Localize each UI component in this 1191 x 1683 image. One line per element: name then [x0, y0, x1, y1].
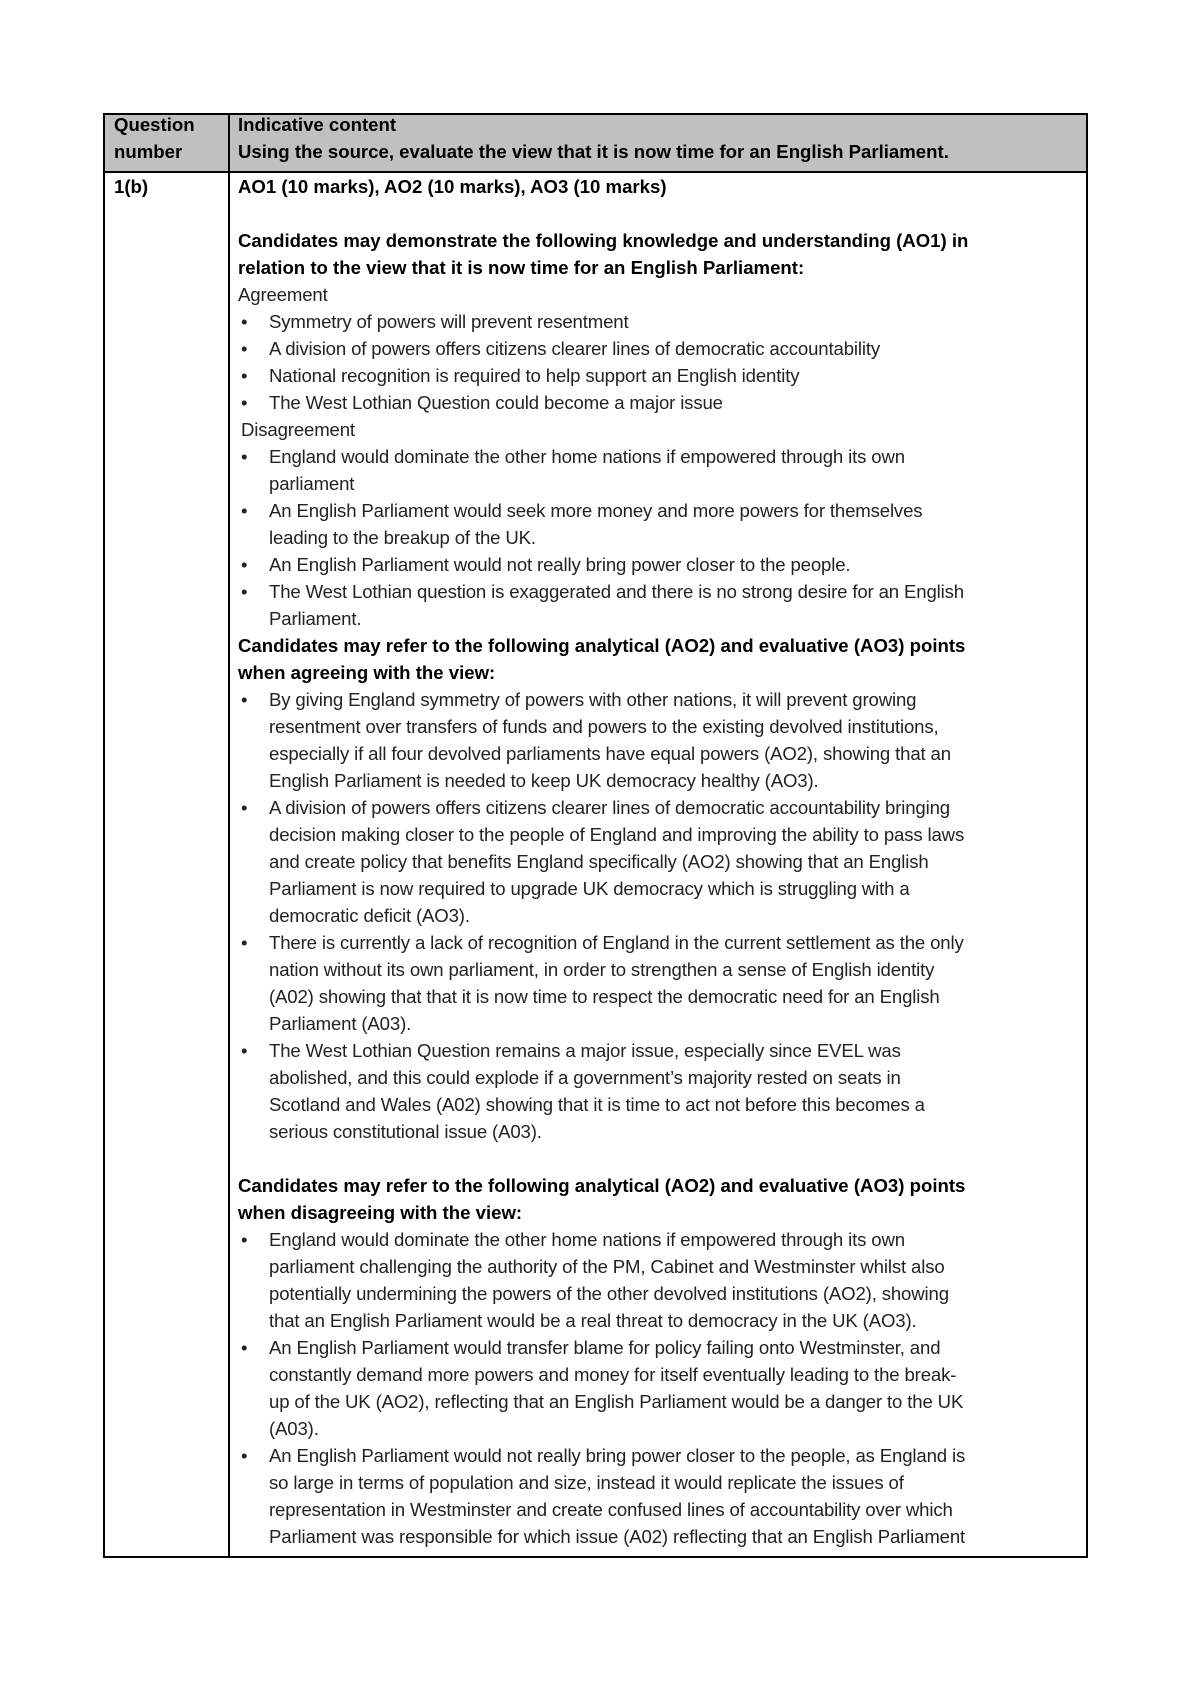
bullet-icon: • [241, 1337, 248, 1358]
bullet-text: There is currently a lack of recognition of England in the current settlement as the only [269, 932, 964, 953]
bullet-continuation-line [238, 1091, 968, 1118]
bullet-continuation-line [238, 1415, 968, 1442]
bullet-text: (A02) showing that that it is now time to respect the democratic need for an English [269, 986, 940, 1007]
bullet-line [238, 497, 968, 524]
bullet-continuation-line [238, 1118, 968, 1145]
disagree-heading-line2: when disagreeing with the view: [238, 1202, 523, 1223]
bullet-icon: • [241, 338, 248, 359]
bullet-continuation-line [238, 1010, 968, 1037]
bullet-text: England would dominate the other home nations if empowered through its own [269, 1229, 905, 1250]
list-item [238, 1442, 968, 1550]
bullet-text: constantly demand more powers and money for itself eventually leading to the break- [269, 1364, 957, 1385]
bullet-line [238, 1442, 968, 1469]
bullet-text: abolished, and this could explode if a government’s majority rested on seats in [269, 1067, 901, 1088]
list-item [238, 794, 968, 929]
bullet-text: nation without its own parliament, in order to strengthen a sense of English identity [269, 959, 935, 980]
bullet-text: The West Lothian question is exaggerated and there is no strong desire for an English [269, 581, 964, 602]
header-indicative-content [238, 111, 949, 165]
bullet-continuation-line [238, 1469, 968, 1496]
list-item [238, 362, 968, 389]
column-divider [228, 115, 230, 1556]
bullet-text: representation in Westminster and create confused lines of accountability over which [269, 1499, 953, 1520]
ao1-heading-line1: Candidates may demonstrate the following knowledge and understanding (AO1) in [238, 230, 969, 251]
header-question-number [114, 109, 195, 165]
bullet-line [238, 578, 968, 605]
disagree-heading-line1: Candidates may refer to the following analytical (AO2) and evaluative (AO3) points [238, 1175, 966, 1196]
bullet-text: English Parliament is needed to keep UK democracy healthy (AO3). [269, 770, 819, 791]
bullet-text: (A03). [269, 1418, 319, 1439]
bullet-text: Symmetry of powers will prevent resentment [269, 311, 629, 332]
header-col2-title: Indicative content [238, 114, 397, 135]
bullet-text: serious constitutional issue (A03). [269, 1121, 542, 1142]
bullet-icon: • [241, 365, 248, 386]
bullet-text: parliament challenging the authority of the PM, Cabinet and Westminster whilst also [269, 1256, 945, 1277]
bullet-continuation-line [238, 1523, 968, 1550]
agree-heading-line2: when agreeing with the view: [238, 662, 496, 683]
bullet-continuation-line [238, 605, 968, 632]
bullet-text: A division of powers offers citizens clearer lines of democratic accountability [269, 338, 880, 359]
bullet-continuation-line [238, 1280, 968, 1307]
disagree-points-list [238, 1226, 968, 1550]
bullet-icon: • [241, 1229, 248, 1250]
bullet-text: potentially undermining the powers of the other devolved institutions (AO2), showing [269, 1283, 949, 1304]
bullet-continuation-line [238, 848, 968, 875]
bullet-icon: • [241, 554, 248, 575]
agree-heading-line1: Candidates may refer to the following analytical (AO2) and evaluative (AO3) points [238, 635, 966, 656]
bullet-icon: • [241, 1040, 248, 1061]
agreement-list [238, 308, 968, 416]
bullet-continuation-line [238, 767, 968, 794]
bullet-icon: • [241, 932, 248, 953]
bullet-text: up of the UK (AO2), reflecting that an English Parliament would be a danger to the UK [269, 1391, 964, 1412]
bullet-continuation-line [238, 1307, 968, 1334]
bullet-continuation-line [238, 713, 968, 740]
bullet-continuation-line [238, 875, 968, 902]
bullet-text: A division of powers offers citizens clearer lines of democratic accountability bringing [269, 797, 950, 818]
bullet-line [238, 686, 968, 713]
bullet-text: Parliament (A03). [269, 1013, 412, 1034]
bullet-icon: • [241, 797, 248, 818]
mark-scheme-table [103, 113, 1088, 1558]
bullet-icon: • [241, 500, 248, 521]
list-item [238, 389, 968, 416]
spacer [238, 200, 968, 227]
indicative-content-cell [238, 173, 968, 1550]
bullet-continuation-line [238, 1064, 968, 1091]
header-col1-line2: number [114, 141, 183, 162]
bullet-continuation-line [238, 1496, 968, 1523]
bullet-text: parliament [269, 473, 355, 494]
list-item [238, 1037, 968, 1145]
bullet-text: The West Lothian Question could become a major issue [269, 392, 723, 413]
bullet-line [238, 362, 968, 389]
bullet-text: Scotland and Wales (A02) showing that it is time to act not before this becomes a [269, 1094, 925, 1115]
agreement-label: Agreement [238, 284, 328, 305]
bullet-text: decision making closer to the people of England and improving the ability to pass laws [269, 824, 965, 845]
bullet-text: England would dominate the other home nations if empowered through its own [269, 446, 905, 467]
bullet-text: so large in terms of population and size, instead it would replicate the issues of [269, 1472, 904, 1493]
bullet-text: The West Lothian Question remains a major issue, especially since EVEL was [269, 1040, 901, 1061]
bullet-text: and create policy that benefits England specifically (AO2) showing that an English [269, 851, 929, 872]
header-col1-line1: Question [114, 114, 195, 135]
list-item [238, 578, 968, 632]
bullet-line [238, 794, 968, 821]
disagreement-list [238, 443, 968, 632]
bullet-text: Parliament. [269, 608, 362, 629]
bullet-text: An English Parliament would not really bring power closer to the people. [269, 554, 851, 575]
bullet-text: resentment over transfers of funds and powers to the existing devolved institutions, [269, 716, 939, 737]
list-item [238, 335, 968, 362]
list-item [238, 1226, 968, 1334]
bullet-text: An English Parliament would seek more money and more powers for themselves [269, 500, 923, 521]
bullet-continuation-line [238, 1388, 968, 1415]
bullet-text: especially if all four devolved parliaments have equal powers (AO2), showing that an [269, 743, 951, 764]
disagreement-label: Disagreement [241, 419, 355, 440]
marks-allocation: AO1 (10 marks), AO2 (10 marks), AO3 (10 marks) [238, 176, 667, 197]
bullet-text: An English Parliament would transfer blame for policy failing onto Westminster, and [269, 1337, 941, 1358]
list-item [238, 308, 968, 335]
list-item [238, 929, 968, 1037]
list-item [238, 497, 968, 551]
list-item [238, 443, 968, 497]
bullet-text: By giving England symmetry of powers with other nations, it will prevent growing [269, 689, 917, 710]
bullet-line [238, 1037, 968, 1064]
bullet-line [238, 551, 968, 578]
spacer [238, 1145, 968, 1172]
bullet-icon: • [241, 311, 248, 332]
bullet-line [238, 335, 968, 362]
bullet-continuation-line [238, 1361, 968, 1388]
bullet-continuation-line [238, 902, 968, 929]
bullet-text: Parliament is now required to upgrade UK democracy which is struggling with a [269, 878, 910, 899]
header-col2-question: Using the source, evaluate the view that it is now time for an English Parliament. [238, 141, 949, 162]
question-number-cell [114, 173, 148, 200]
bullet-icon: • [241, 581, 248, 602]
bullet-continuation-line [238, 740, 968, 767]
list-item [238, 686, 968, 794]
bullet-line [238, 1334, 968, 1361]
ao1-heading-line2: relation to the view that it is now time for an English Parliament: [238, 257, 805, 278]
bullet-icon: • [241, 446, 248, 467]
bullet-line [238, 308, 968, 335]
question-number: 1(b) [114, 176, 149, 197]
bullet-line [238, 389, 968, 416]
bullet-text: that an English Parliament would be a real threat to democracy in the UK (AO3). [269, 1310, 917, 1331]
bullet-line [238, 443, 968, 470]
bullet-continuation-line [238, 470, 968, 497]
bullet-continuation-line [238, 956, 968, 983]
bullet-text: Parliament was responsible for which issue (A02) reflecting that an English Parliament [269, 1526, 966, 1547]
bullet-text: National recognition is required to help support an English identity [269, 365, 800, 386]
bullet-icon: • [241, 689, 248, 710]
bullet-icon: • [241, 392, 248, 413]
bullet-line [238, 1226, 968, 1253]
bullet-continuation-line [238, 821, 968, 848]
bullet-continuation-line [238, 524, 968, 551]
bullet-text: democratic deficit (AO3). [269, 905, 470, 926]
bullet-continuation-line [238, 1253, 968, 1280]
list-item [238, 1334, 968, 1442]
agree-points-list [238, 686, 968, 1145]
bullet-line [238, 929, 968, 956]
bullet-icon: • [241, 1445, 248, 1466]
bullet-text: An English Parliament would not really bring power closer to the people, as England is [269, 1445, 966, 1466]
bullet-text: leading to the breakup of the UK. [269, 527, 536, 548]
bullet-continuation-line [238, 983, 968, 1010]
list-item [238, 551, 968, 578]
